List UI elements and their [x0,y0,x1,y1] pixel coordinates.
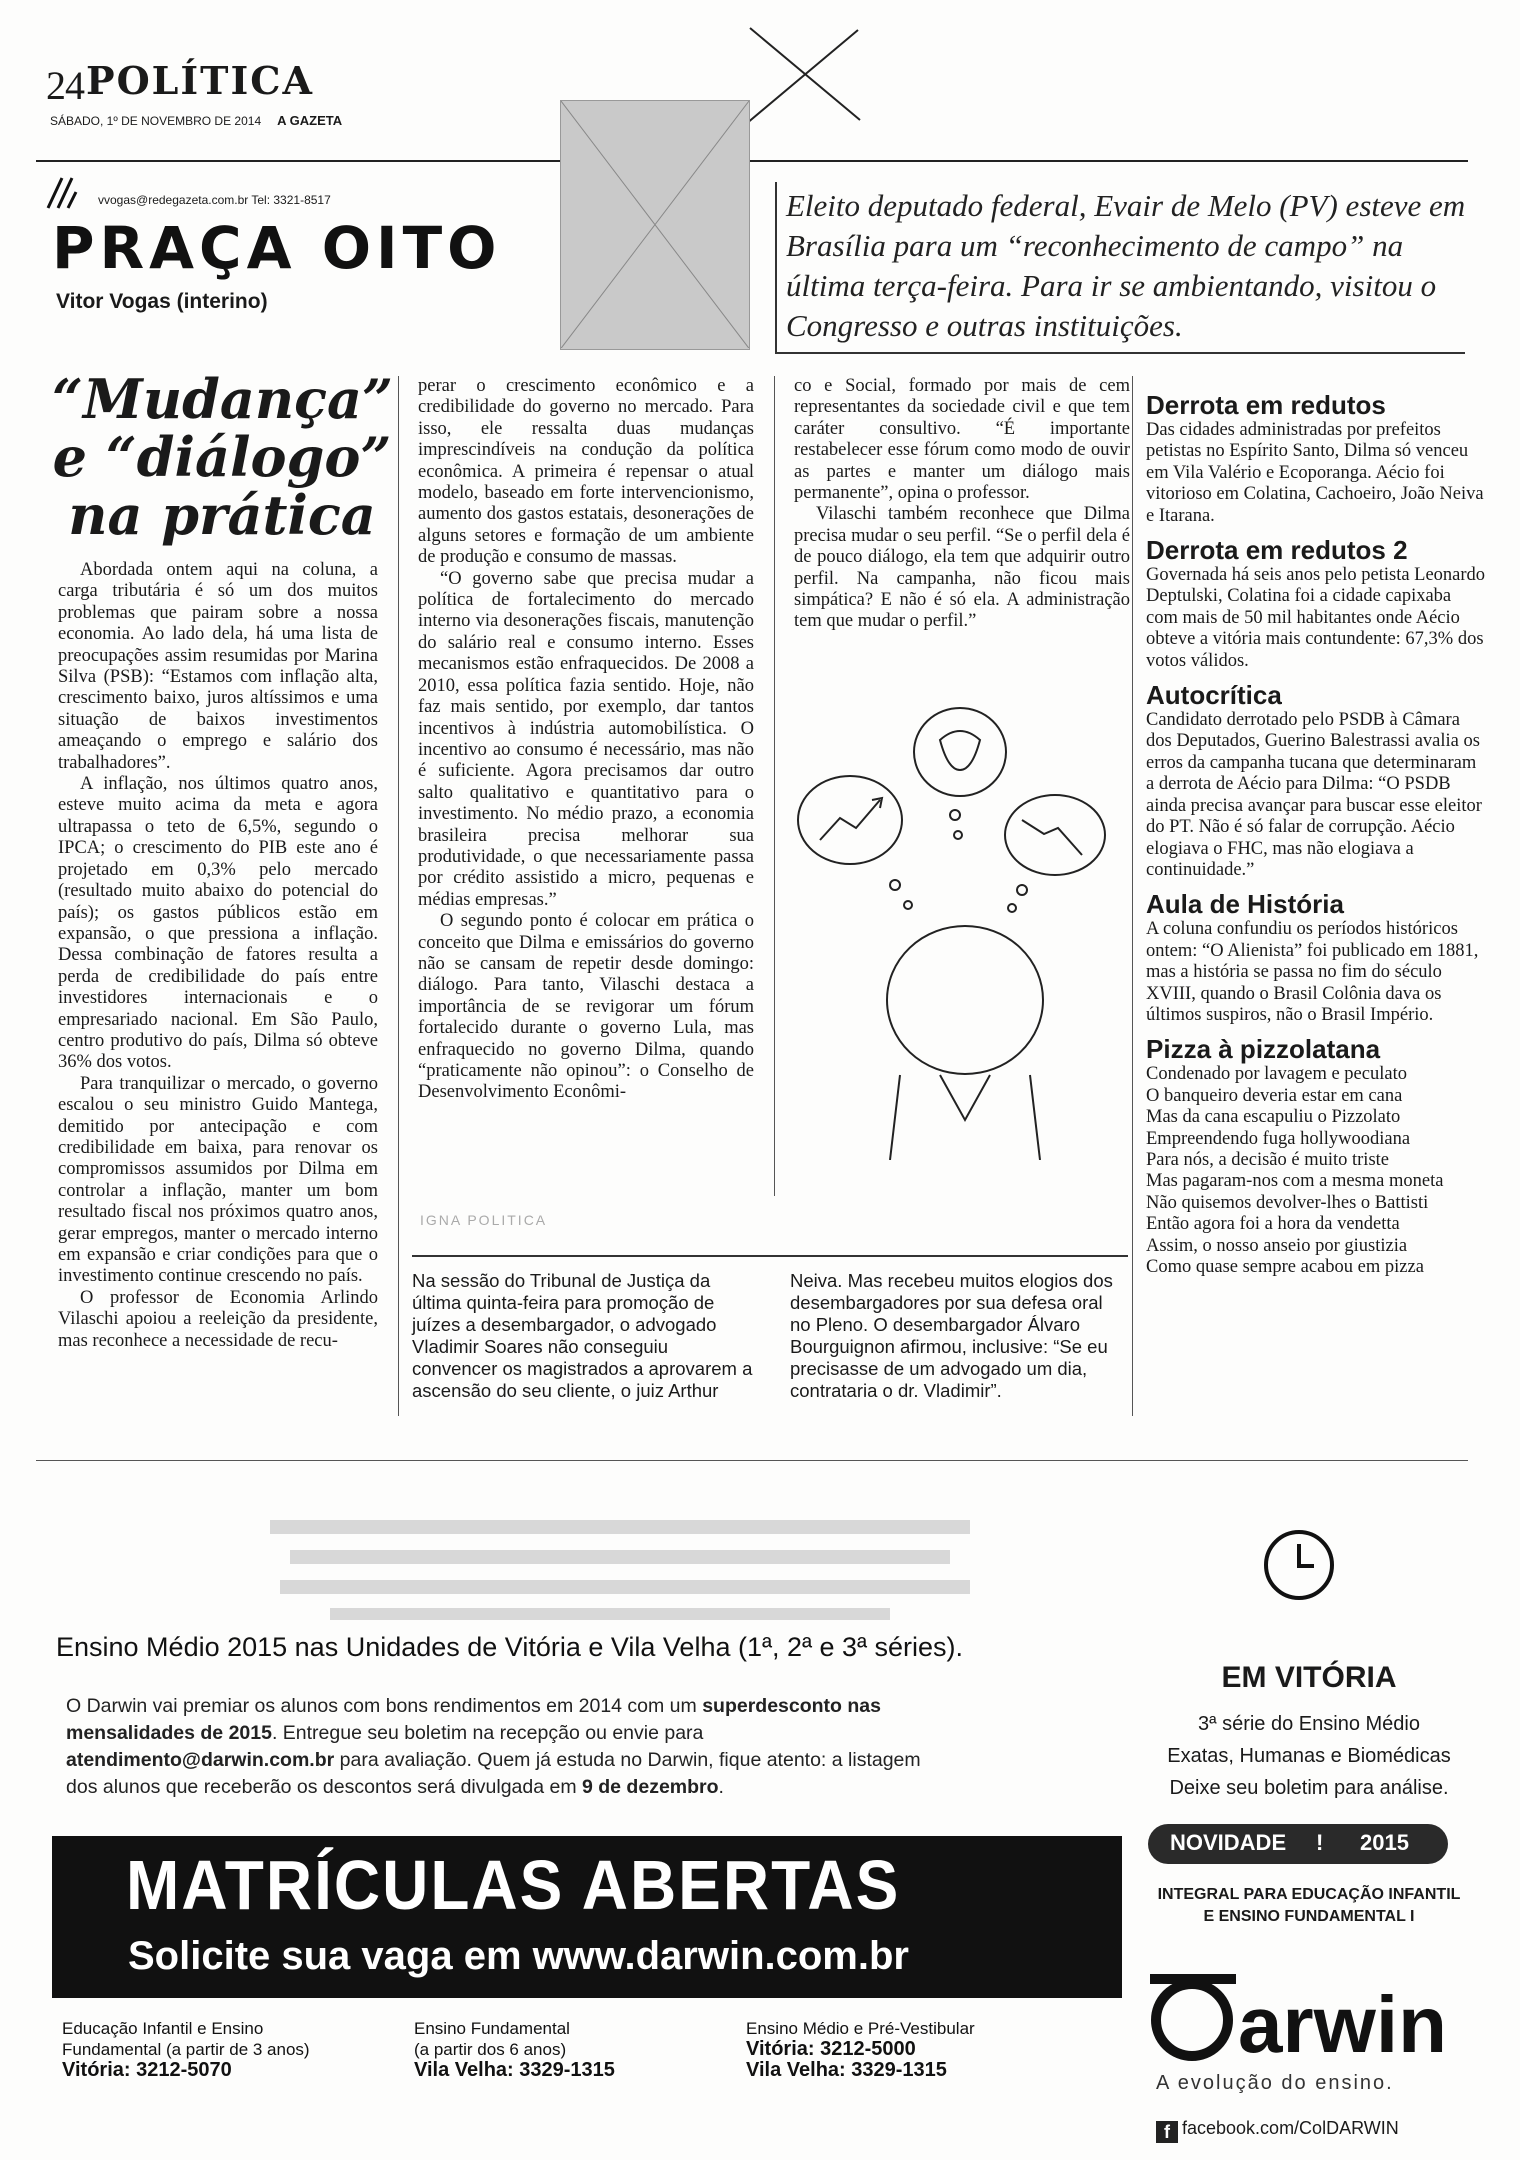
contact-line: Ensino Médio e Pré-Vestibular [746,2019,975,2038]
sidebar-notes [1146,382,1486,1278]
ad-right-line: Deixe seu boletim para análise. [1169,1777,1449,1799]
note-rule [412,1255,1128,1257]
contact-line: Fundamental (a partir de 3 anos) [62,2040,310,2059]
ad-heading: Ensino Médio 2015 nas Unidades de Vitória e Vila Velha (1ª, 2ª e 3ª séries). [56,1632,964,1662]
paragraph: Abordada ontem aqui na coluna, a carga tributária é só um dos muitos problemas que pairam sobre a nossa economia. Ao lado dela, há uma lista de preocupações assim resumidas por Marina Silva (PSB): “Estamos com inflação alta, crescimento baixo, juros altíssimos e uma situação de baixos investimentos ameaçando o emprego e salário dos trabalhadores”. [58,560,378,773]
note-title: Derrota em redutos [1146,390,1386,420]
poem-line: Assim, o nosso anseio por giustizia [1146,1235,1408,1256]
paragraph: Para tranquilizar o mercado, o governo escalou o seu ministro Guido Mantega, demitido por antecipação e com credibilidade em baixa, para renovar os compromissos assumidos por Dilma em controlar a inflação, manter um bom resultado fiscal nos próximos quatro anos, gerar empregos, manter o mercado interno em expansão e criar condições para que o investimento continue crescendo no país. [58,1073,378,1287]
paragraph: O segundo ponto é colocar em prática o conceito que Dilma e emissários do governo não se cansam de repetir desde domingo: diálogo. Para tanto, Vilaschi destaca a importância de se revigorar um fórum fortalecido durante o governo Lula, mas enfraquecido no governo Dilma, quando “praticamente não opinou”: o Conselho de Desenvolvimento Econômi- [418,911,754,1103]
poem [1146,1064,1486,1278]
integral-line: E ENSINO FUNDAMENTAL I [1203,1908,1415,1925]
logo-text: arwin [1238,1980,1447,2069]
faded-ad-print [270,1510,990,1630]
integral-note [1134,1884,1484,1928]
note-title: Pizza à pizzolatana [1146,1034,1381,1065]
logo-tagline: A evolução do ensino. [1156,2072,1394,2094]
ad-text: para avaliação. Quem já estuda no Darwin, fique atento: a listagem dos alunos que receberão os descontos será divulgada em [66,1749,921,1798]
columnist-photo-placeholder [560,100,750,350]
paragraph: “O governo sabe que precisa mudar a política de fortalecimento do mercado interno via desonerações fiscais, manutenção do salário real e consumo interno. Esses mecanismos estão enfraquecidos. De 2008 a 2010, essa política fazia sentido. Hoje, não faz mais sentido, por exemplo, dar tantos incentivos à indústria automobilística. O incentivo ao consumo é necessário, mas não é suficiente. Agora precisamos dar outro salto qualitativo e quantitativo para o investimento. No médio prazo, a economia brasileira precisa melhorar sua produtividade, o que necessariamente passa por crédito assistido a micro, pequenas e médias empresas.” [418,568,754,910]
date: SÁBADO, 1º DE NOVEMBRO DE 2014 [50,114,262,128]
banner-title: MATRÍCULAS ABERTAS [126,1846,901,1924]
column-contact: vvogas@redegazeta.com.br Tel: 3321-8517 [98,193,331,207]
contact-line: (a partir dos 6 anos) [414,2040,567,2059]
facebook-url: facebook.com/ColDARWIN [1182,2118,1399,2138]
contact-block [62,2018,392,2081]
article-column-3 [794,376,1130,633]
ad-text-bold: 9 de dezembro [582,1776,719,1798]
paragraph: O professor de Economia Arlindo Vilaschi apoiou a reeleição da presidente, mas reconhece a necessidade de recu- [58,1287,378,1351]
ad-email: atendimento@darwin.com.br [66,1749,335,1771]
column-divider [774,376,775,1196]
ad-right-text [1144,1708,1474,1804]
note-text: A coluna confundiu os períodos históricos ontem: “O Alienista” foi publicado em 1881, mas a história se passa no fim do século XVIII, quando o Brasil Colônia dava os últimos suspiros, não o Brasil Império. [1146,919,1479,1025]
header-rule [36,160,1468,162]
note-title: Aula de História [1146,889,1344,920]
cartoon-signature: IGNA POLITICA [420,1212,548,1228]
poem-line: Mas da cana escapuliu o Pizzolato [1146,1107,1401,1128]
ad-text-bold: superdesconto nas mensalidades de 2015 [66,1695,881,1744]
pull-quote: Eleito deputado federal, Evair de Melo (PV) esteve em Brasília para um “reconhecimento de campo” na última terça-feira. Para ir se ambientando, visitou o Congresso e outras instituições. [786,188,1466,343]
contact-phone: Vitória: 3212-5000 [746,2038,916,2060]
contact-phone: Vila Velha: 3329-1315 [414,2059,615,2081]
newspaper-name: A GAZETA [277,113,343,128]
poem-line: Para nós, a decisão é muito triste [1146,1149,1390,1170]
paragraph: perar o crescimento econômico e a credibilidade do governo no mercado. Para isso, ele ressalta duas mudanças imprescindíveis na condução da política econômica. A primeira é repensar o atual modelo, baseado em forte intervencionismo, aumento dos gastos estatais, desonerações de alguns setores e formação de um ambiente de produção e consumo de massas. [418,376,754,568]
ad-text: . [718,1776,724,1798]
byline: Vitor Vogas (interino) [56,290,268,313]
column-divider [398,376,399,1416]
clock-icon [1262,1528,1336,1602]
paragraph: co e Social, formado por mais de cem representantes da sociedade civil e que tem caráter consultivo. “É importante restabelecer esse fórum como modo de ouvir as partes e manter um diálogo mais permanente”, opina o professor. [794,376,1130,504]
ad-text: O Darwin vai premiar os alunos com bons rendimentos em 2014 com um [66,1695,703,1717]
integral-line: INTEGRAL PARA EDUCAÇÃO INFANTIL [1157,1886,1461,1903]
paragraph: A inflação, nos últimos quatro anos, esteve muito acima da meta e agora ultrapassa o teto de 6,5%, segundo o IPCA; o crescimento do PIB este ano é projetado em 0,3% pelo mercado (resultado muito abaixo do potencial do país); os gastos públicos estão em expansão, o que pressiona a inflação. Dessa combinação de fatores resulta a perda de credibilidade do país entre investidores internacionais e o empresariado nacional. Em São Paulo, centro produtivo do país, Dilma só obteve 36% dos votos. [58,774,378,1073]
handwritten-x-mark [740,20,870,130]
poem-line: Condenado por lavagem e peculato [1146,1064,1407,1085]
column-divider [1132,376,1133,1416]
poem-line: Empreendendo fuga hollywoodiana [1146,1128,1411,1149]
contact-line: Educação Infantil e Ensino [62,2019,264,2038]
note-text: Governada há seis anos pelo petista Leonardo Deptulski, Colatina foi a cidade capixaba com mais de 50 mil habitantes onde Aécio obteve a vitória mais contundente: 67,3% dos votos válidos. [1146,565,1486,671]
article-column-2 [418,376,754,1104]
contact-line: Ensino Fundamental [414,2019,570,2038]
note-title: Autocrítica [1146,680,1282,711]
paragraph: Vilaschi também reconhece que Dilma precisa mudar o seu perfil. “Se o perfil dela é de pouco diálogo, ela tem que adquirir outro perfil. Na campanha, não ficou mais simpática? E não é só ela. A administração tem que mudar o perfil.” [794,504,1130,632]
article-bottom-rule [36,1460,1468,1461]
poem-line: Então agora foi a hora da vendetta [1146,1214,1400,1235]
page-number: 24 [46,63,84,108]
ad-right-line: 3ª série do Ensino Médio [1198,1713,1420,1735]
contact-phone: Vitória: 3212-5070 [62,2059,232,2081]
ad-body [66,1693,926,1801]
note-title: Derrota em redutos 2 [1146,535,1408,566]
column-slash-icon [46,176,86,210]
note-text: Candidato derrotado pelo PSDB à Câmara dos Deputados, Guerino Balestrassi avalia os erros da campanha tucana que determinaram a derrota de Aécio para Dilma: “O PSDB ainda precisa avançar para buscar esse eleitor do PT. Não é só falar de corrupção. Aécio elogiava o FHC, mas não elogiava a continuidade.” [1146,710,1482,880]
poem-line: Mas pagaram-nos com a mesma moneta [1146,1171,1444,1192]
article-headline: “Mudança” e “diálogo” na prática [52,367,394,547]
novidade-badge [1148,1824,1448,1864]
contact-block [746,2018,1086,2081]
poem-line: Como quase sempre acabou em pizza [1146,1257,1424,1277]
ad-text: . Entregue seu boletim na recepção ou envie para [271,1722,704,1744]
exclamation-icon: ! [1316,1830,1324,1855]
ad-right-title: EM VITÓRIA [1221,1661,1397,1694]
dateline [50,113,342,128]
poem-line: Não quisemos devolver-lhes o Battisti [1146,1192,1429,1213]
section-title: POLÍTICA [86,58,314,103]
court-note-part-2: Neiva. Mas recebeu muitos elogios dos desembargadores por sua defesa oral no Pleno. O desembargador Álvaro Bourguignon afirmou, inclusive: “Se eu precisasse de um advogado um dia, contrataria o dr. Vladimir”. [790,1270,1113,1401]
article-column-1 [58,560,378,1352]
contact-block [414,2018,714,2081]
novidade-label: NOVIDADE [1170,1830,1287,1855]
darwin-logo [1150,1960,1450,2070]
column-name: PRAÇA OITO [52,214,502,282]
facebook-icon: f [1156,2121,1178,2143]
banner-subtitle: Solicite sua vaga em www.darwin.com.br [128,1934,909,1978]
facebook-link[interactable] [1156,2118,1399,2143]
novidade-year: 2015 [1360,1830,1409,1855]
court-note-part-1: Na sessão do Tribunal de Justiça da última quinta-feira para promoção de juízes a desembargador, o advogado Vladimir Soares não conseguiu convencer os magistrados a aprovarem a ascensão do seu cliente, o juiz Arthur [412,1270,753,1401]
contact-phone: Vila Velha: 3329-1315 [746,2059,947,2081]
editorial-cartoon [790,700,1120,1160]
note-text: Das cidades administradas por prefeitos petistas no Espírito Santo, Dilma só venceu em Vila Valério e Ecoporanga. Aécio foi vitorioso em Colatina, Cachoeiro, João Neiva e Itarana. [1146,420,1484,526]
poem-line: O banqueiro deveria estar em cana [1146,1085,1403,1106]
ad-right-line: Exatas, Humanas e Biomédicas [1167,1745,1451,1767]
